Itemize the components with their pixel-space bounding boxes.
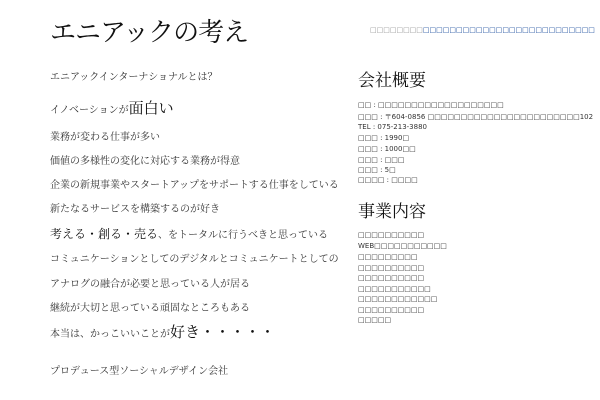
statement-line-6 xyxy=(50,225,328,242)
company-info-row: □□□□ : □□□□ xyxy=(358,176,418,184)
intro-text: エニアックインターナショナルとは？ xyxy=(50,72,218,83)
nav-item-5[interactable]: □□□□□□ xyxy=(555,26,595,34)
statement-line-8: アナログの融合が必要と思っている人が居る xyxy=(50,279,250,290)
company-info-row: □□□ : 1990□ xyxy=(358,134,410,142)
statement-line-10 xyxy=(50,321,275,342)
company-tagline: プロデュース型ソーシャルデザイン会社 xyxy=(50,366,229,377)
business-item: □□□□□□□□□□ xyxy=(358,231,425,239)
statement-line-10-emphasis: 好き・・・・・ xyxy=(170,323,276,341)
statement-line-10-text: 本当は、かっこいいことが xyxy=(50,329,170,340)
business-heading: 事業内容 xyxy=(358,202,426,222)
nav-item-4[interactable]: □□□□□□□□ xyxy=(502,26,556,34)
statement-line-1-emphasis: 面白い xyxy=(128,99,174,117)
company-info-row: □□ : □□□□□□□□□□□□□□□□□□□ xyxy=(358,101,504,109)
nav-item-1[interactable]: □□□□□□□□ xyxy=(370,26,423,34)
statement-line-4: 企業の新規事業やスタートアップをサポートする仕事をしている xyxy=(50,180,339,191)
business-item: WEB□□□□□□□□□□□ xyxy=(358,242,447,250)
business-item: □□□□□□□□□□ xyxy=(358,264,425,272)
statement-line-7: コミュニケーションとしてのデジタルとコミュニケートとしての xyxy=(50,254,339,265)
statement-line-3: 価値の多様性の変化に対応する業務が得意 xyxy=(50,156,240,167)
company-overview-heading: 会社概要 xyxy=(358,71,426,91)
business-item: □□□□□□□□□□□□ xyxy=(358,295,438,303)
statement-line-6-text: 、をトータルに行うべきと思っている xyxy=(158,230,329,241)
site-title: エニアックの考え xyxy=(50,18,249,48)
company-info-row: □□□ : 〒604-0856 □□□□□□□□□□□□□□□□□□□□□□□102 xyxy=(358,113,594,121)
statement-line-1-text: イノベーションが xyxy=(50,105,129,116)
company-info-row: TEL : 075-213-3880 xyxy=(358,123,427,131)
top-nav xyxy=(370,26,595,34)
statement-line-2: 業務が変わる仕事が多い xyxy=(50,132,160,143)
company-info-row: □□□ : □□□ xyxy=(358,156,405,164)
nav-item-2[interactable]: □□□□ xyxy=(422,26,450,34)
statement-line-9: 継続が大切と思っている頑固なところもある xyxy=(50,303,250,314)
company-info-row: □□□ : 1000□□ xyxy=(358,145,416,153)
business-item: □□□□□ xyxy=(358,316,392,324)
statement-line-1 xyxy=(50,97,174,118)
business-item: □□□□□□□□□□□ xyxy=(358,285,431,293)
company-info-row: □□□ : 5□ xyxy=(358,166,396,174)
business-item: □□□□□□□□□ xyxy=(358,253,418,261)
business-item: □□□□□□□□□□ xyxy=(358,306,425,314)
nav-item-3[interactable]: □□□□□□□□ xyxy=(449,26,503,34)
statement-line-6-emphasis: 考える・創る・売る xyxy=(50,227,159,241)
statement-line-5: 新たなるサービスを構築するのが好き xyxy=(50,204,220,215)
business-item: □□□□□□□□□□ xyxy=(358,274,425,282)
